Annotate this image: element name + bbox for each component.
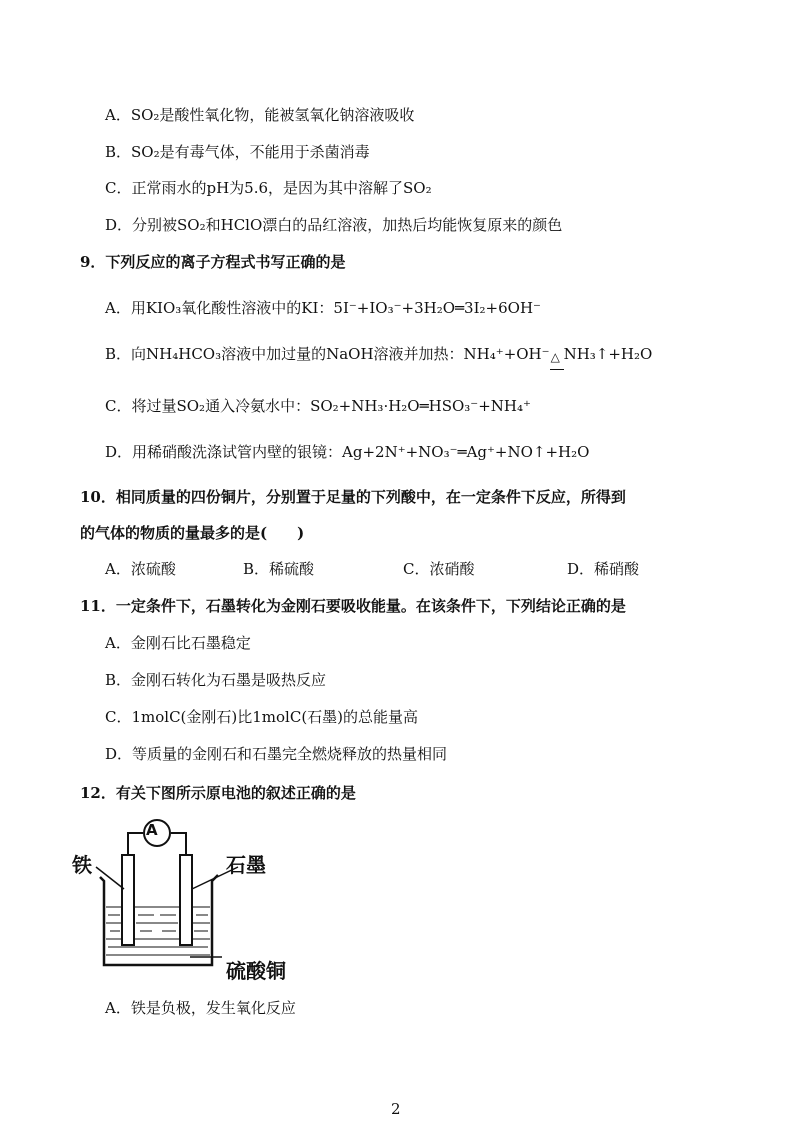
q11-option-c: C．1molC(金刚石)比1molC(石墨)的总能量高 <box>105 708 419 726</box>
q12-stem: 12．有关下图所示原电池的叙述正确的是 <box>80 784 356 802</box>
q9-option-a: A．用KIO₃氧化酸性溶液中的KI：5I⁻+IO₃⁻+3H₂O═3I₂+6OH⁻ <box>105 299 541 317</box>
label-iron: 铁 <box>72 853 92 877</box>
label-copper-sulfate: 硫酸铜 <box>226 959 286 983</box>
q8-option-d: D．分别被SO₂和HClO漂白的品红溶液，加热后均能恢复原来的颜色 <box>105 216 563 234</box>
wire-right <box>171 833 186 855</box>
q9-option-b-right: NH₃↑+H₂O <box>563 345 653 363</box>
q11-option-a: A．金刚石比石墨稳定 <box>105 634 251 652</box>
page-number: 2 <box>391 1100 401 1118</box>
galvanic-cell-svg <box>70 815 330 985</box>
graphite-electrode <box>180 855 192 945</box>
q10-stem-line2: 的气体的物质的量最多的是( ) <box>80 524 305 542</box>
galvanic-cell-diagram <box>70 815 330 985</box>
q10-option-c: C．浓硝酸 <box>403 560 475 578</box>
label-graphite: 石墨 <box>226 853 266 877</box>
q9-option-b <box>105 344 652 364</box>
wire-left <box>128 833 143 855</box>
ammeter-label: A <box>146 821 158 839</box>
q9-option-c: C．将过量SO₂通入冷氨水中：SO₂+NH₃·H₂O═HSO₃⁻+NH₄⁺ <box>105 397 531 415</box>
heat-delta-symbol: △ <box>550 350 560 364</box>
q10-option-d: D．稀硝酸 <box>567 560 640 578</box>
q10-option-a: A．浓硫酸 <box>105 560 176 578</box>
iron-electrode <box>122 855 134 945</box>
q12-option-a: A．铁是负极，发生氧化反应 <box>105 999 296 1017</box>
q11-option-b: B．金刚石转化为石墨是吸热反应 <box>105 671 327 689</box>
q9-option-d: D．用稀硝酸洗涤试管内壁的银镜：Ag+2N⁺+NO₃⁻═Ag⁺+NO↑+H₂O <box>105 443 590 461</box>
beaker-outline <box>100 875 218 965</box>
q8-option-b: B．SO₂是有毒气体，不能用于杀菌消毒 <box>105 143 370 161</box>
q11-stem: 11．一定条件下，石墨转化为金刚石要吸收能量。在该条件下，下列结论正确的是 <box>80 597 626 615</box>
q10-option-b: B．稀硫酸 <box>243 560 315 578</box>
q11-option-d: D．等质量的金刚石和石墨完全燃烧释放的热量相同 <box>105 745 448 763</box>
q8-option-c: C．正常雨水的pH为5.6，是因为其中溶解了SO₂ <box>105 179 432 197</box>
q8-option-a: A．SO₂是酸性氧化物，能被氢氧化钠溶液吸收 <box>105 106 415 124</box>
q9-option-b-left: B．向NH₄HCO₃溶液中加过量的NaOH溶液并加热：NH₄⁺+OH⁻ <box>105 345 550 363</box>
reaction-arrow-line <box>550 369 564 370</box>
q9-stem: 9．下列反应的离子方程式书写正确的是 <box>80 253 346 271</box>
q10-stem-line1: 10．相同质量的四份铜片，分别置于足量的下列酸中，在一定条件下反应，所得到 <box>80 488 626 506</box>
